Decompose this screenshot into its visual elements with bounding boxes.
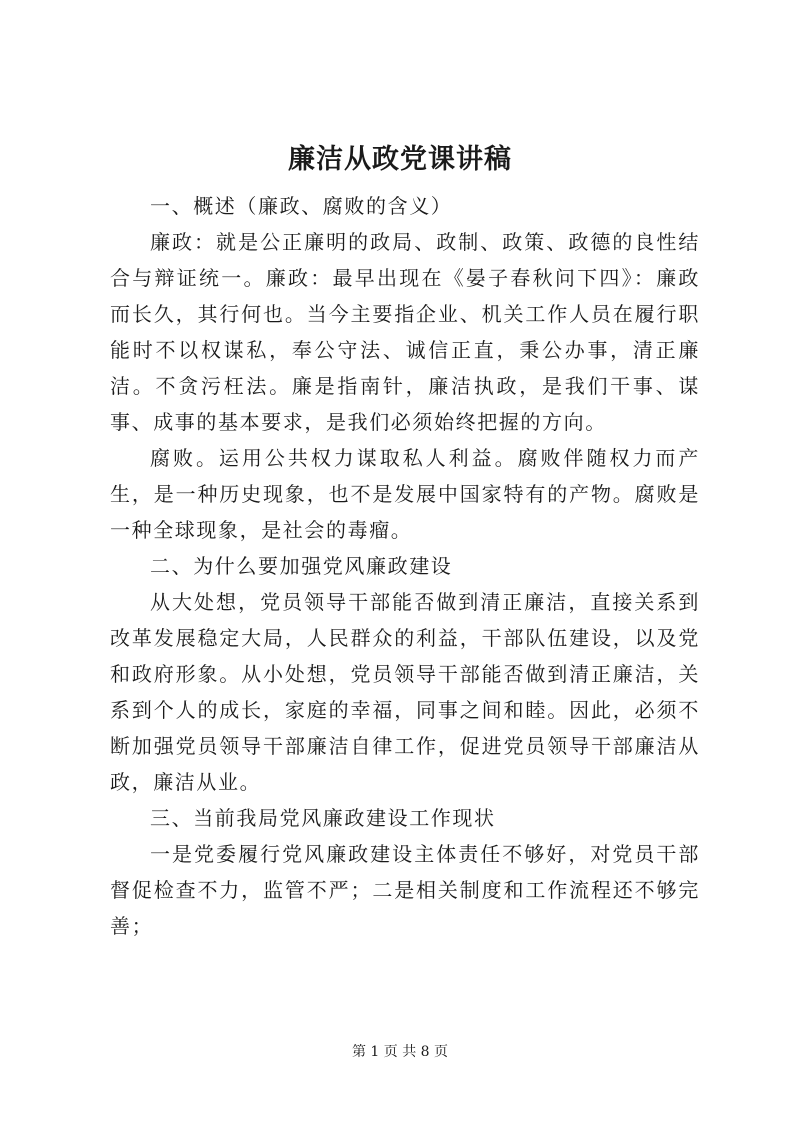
page-number-footer: 第 1 页 共 8 页 [351,1044,449,1060]
paragraph-why: 从大处想，党员领导干部能否做到清正廉洁，直接关系到改革发展稳定大局，人民群众的利益，干部队伍建设，以及党和政府形象。从小处想，党员领导干部能否做到清正廉洁，关系到个人的成长，家庭的幸福，同事之间和睦。因此，必须不断加强党员领导干部廉洁自律工作，促进党员领导干部廉洁从政，廉洁从业。 [110,590,700,794]
section-heading-2: 二、为什么要加强党风廉政建设 [150,554,453,578]
section-heading-1: 一、概述（廉政、腐败的含义） [150,194,453,218]
section-heading-3: 三、当前我局党风廉政建设工作现状 [150,806,496,830]
paragraph-fubai: 腐败。运用公共权力谋取私人利益。腐败伴随权力而产生，是一种历史现象，也不是发展中国家特有的产物。腐败是一种全球现象，是社会的毒瘤。 [110,446,700,542]
document-body [110,188,700,944]
document-title: 廉洁从政党课讲稿 [288,144,512,175]
paragraph-lianzheng: 廉政：就是公正廉明的政局、政制、政策、政德的良性结合与辩证统一。廉政：最早出现在《晏子春秋问下四》：廉政而长久，其行何也。当今主要指企业、机关工作人员在履行职能时不以权谋私，奉公守法、诚信正直，秉公办事，清正廉洁。不贪污枉法。廉是指南针，廉洁执政，是我们干事、谋事、成事的基本要求，是我们必须始终把握的方向。 [110,230,700,434]
paragraph-status: 一是党委履行党风廉政建设主体责任不够好，对党员干部督促检查不力，监管不严；二是相关制度和工作流程还不够完善； [110,842,700,938]
